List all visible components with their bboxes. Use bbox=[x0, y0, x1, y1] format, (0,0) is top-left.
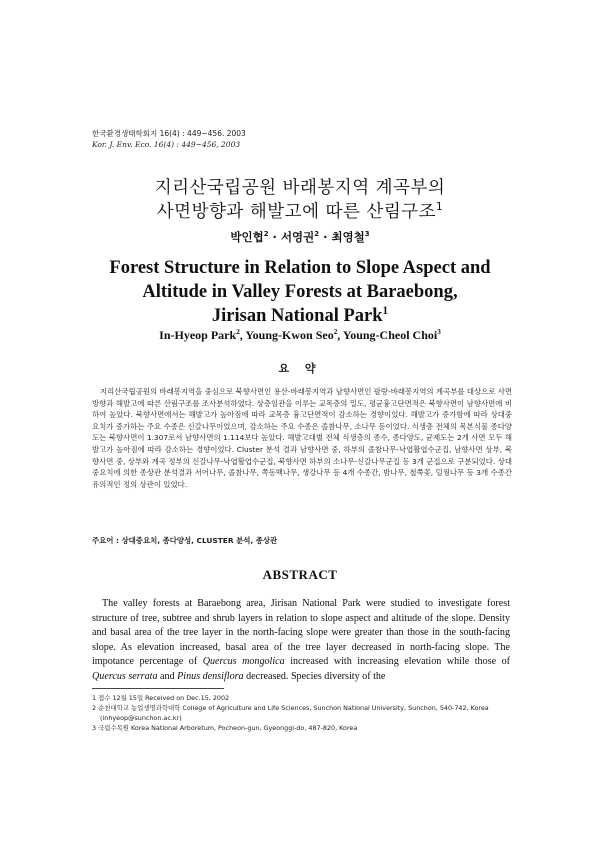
abstract-heading: ABSTRACT bbox=[262, 567, 338, 582]
footnotes bbox=[92, 693, 512, 733]
korean-title bbox=[60, 176, 540, 224]
english-abstract: The valley forests at Baraebong area, Jirisan National Park were studied to investigate forest structure of tree, subtree and shrub layers in relation to slope aspect and altitude of the slope. Density and basal area of the tree layer in the north-facing slope were greater than those in the south-facing slope. As elevation increased, basal area of the tree layer decreased in north-facing slope. The impotance percentage of Quercus mongolica increased with increasing elevation while those of Quercus serrata and Pinus densiflora decreased. Species diversity of the bbox=[92, 598, 510, 682]
footnote-divider bbox=[92, 688, 224, 689]
species-name: Pinus densiflora bbox=[177, 670, 244, 682]
korean-title-line-2: 사면방향과 해발고에 따른 산림구조$^1$ bbox=[156, 201, 444, 222]
english-title-line-2: Altitude in Valley Forests at Baraebong, bbox=[142, 282, 458, 302]
korean-summary: 지리산국립공원의 바래봉지역을 중심으로 북향사면인 용산-바래봉지역과 남향사면인 팔랑-바래봉지역의 계곡부를 대상으로 사면방향과 해발고에 따른 산림구조를 조사분석하였다. 상층임관을 이루는 교목층의 밀도, 평균흉고단면적은 북향사면이 남향사면에 비하여 높았다. 북향사면에서는 해발고가 높아짐에 따라 교목층 흉고단면적이 감소하는 경향이었다. 해발고가 증가함에 따라 상대중요치가 증가하는 주요 수종은 신갈나무이었으며, 감소하는 주요 수종은 졸참나무, 소나무 등이었다. 식생층 전체의 목본식물 종다양도는 북향사면이 1.307로서 남향사면의 1.114보다 높았다. 해발고대별 전체 식생층의 종수, 종다양도, 균제도는 2개 사면 모두 해발고가 높아짐에 따라 감소하는 경향이었다. Cluster 분석 결과 남향사면 중, 하부의 졸참나무-낙엽활엽수군집, 남향사면 상부, 북향사면 중, 상부와 계곡 정부의 신갈나무-낙엽활엽수군집, 북향사면 하부의 소나무-신갈나무군집 등 3개 군집으로 구분되었다. 상대중요치에 의한 종상관 분석결과 서어나무, 졸참나무, 쪽동백나무, 생강나무 등 4개 수종간, 밤나무, 철쭉꽃, 덜꿩나무 등 3개 수종간 유의적인 정의 상관이 있었다. bbox=[92, 387, 513, 489]
species-name: Quercus mongolica bbox=[202, 656, 285, 668]
author-kor-2: 서영권 bbox=[280, 230, 315, 244]
journal-citation-english: Kor. J. Env. Eco. 16(4) : 449~456, 2003 bbox=[92, 140, 241, 149]
species-name: Quercus serrata bbox=[92, 670, 158, 682]
keywords: 주요어 : 상대중요치, 종다양성, CLUSTER 분석, 종상관 bbox=[92, 536, 278, 545]
english-title-line-3: Jirisan National Park$^1$ bbox=[211, 304, 389, 326]
korean-title-line-1: 지리산국립공원 바래봉지역 계곡부의 bbox=[154, 178, 446, 198]
author-kor-1: 박인협 bbox=[230, 230, 264, 244]
korean-authors: 박인협$^2$ · 서영권$^2$ · 최영철$^3$ bbox=[230, 230, 370, 244]
english-authors: In-Hyeop Park$^2$, Young-Kwon Seo$^2$, Young-Cheol Choi$^3$ bbox=[159, 328, 441, 342]
footnote-2: 2 순천대학교 농업생명과학대학 College of Agriculture and Life Sciences, Sunchon National University, Sunchon, 540-742, Korea (inhyeop@sunchon.ac.kr) bbox=[92, 704, 489, 722]
english-title bbox=[60, 256, 540, 328]
journal-citation-korean: 한국환경생태학회지 16(4) : 449~456. 2003 bbox=[92, 129, 246, 138]
title-footnote-marker: 1 bbox=[436, 201, 444, 214]
author-kor-3: 최영철 bbox=[331, 230, 365, 244]
english-title-line-1: Forest Structure in Relation to Slope Aspect and bbox=[109, 258, 491, 278]
footnote-3: 3 국립수목원 Korea National Arboretum, Pocheon-gun, Gyeonggi-do, 487-820, Korea bbox=[92, 724, 358, 732]
summary-heading: 요 약 bbox=[278, 362, 322, 375]
author-eng-1: In-Hyeop Park bbox=[159, 328, 237, 342]
author-eng-3: Young-Cheol Choi bbox=[342, 328, 438, 342]
footnote-1: 1 접수 12월 15일 Received on Dec.15, 2002 bbox=[92, 694, 230, 702]
author-eng-2: Young-Kwon Seo bbox=[245, 328, 334, 342]
journal-header bbox=[92, 128, 246, 150]
